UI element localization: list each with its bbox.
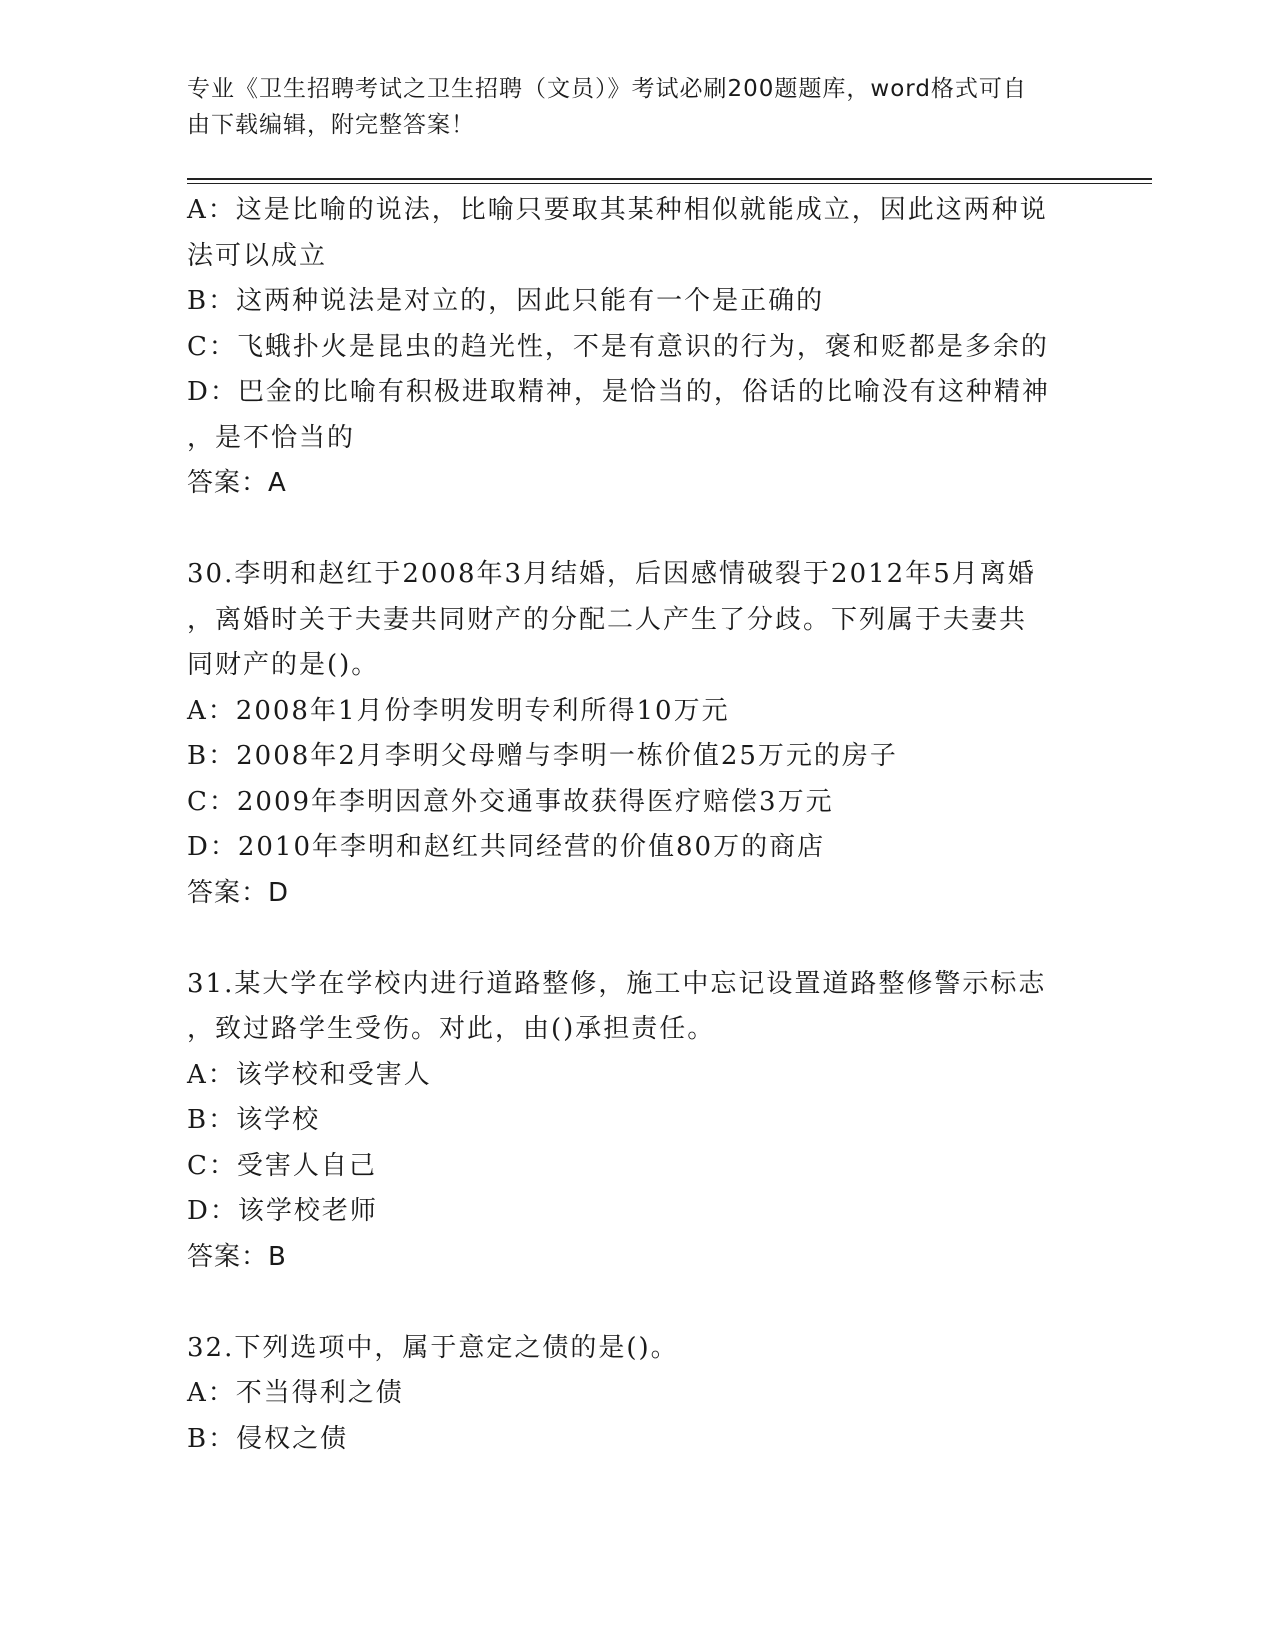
answer: 答案：A	[187, 468, 287, 498]
option-b: B：2008年2月李明父母赠与李明一栋价值25万元的房子	[187, 741, 898, 771]
question-content	[187, 188, 1087, 1462]
option-c: C：2009年李明因意外交通事故获得医疗赔偿3万元	[187, 786, 834, 817]
question-stem-line-2: ，离婚时关于夫妻共同财产的分配二人产生了分歧。下列属于夫妻共	[187, 604, 1028, 635]
option-c: C：受害人自己	[187, 1150, 377, 1181]
question-32	[187, 1326, 1087, 1463]
document-header	[187, 71, 1067, 143]
answer: 答案：D	[187, 877, 290, 908]
question-31	[187, 962, 1087, 1281]
option-d: D：2010年李明和赵红共同经营的价值80万的商店	[187, 832, 826, 862]
header-rule-thick	[187, 178, 1152, 180]
spacer	[187, 507, 1087, 553]
option-c: C：飞蛾扑火是昆虫的趋光性，不是有意识的行为，褒和贬都是多余的	[187, 331, 1049, 362]
option-b: B：这两种说法是对立的，因此只能有一个是正确的	[187, 286, 825, 316]
question-stem-line-1: 31.某大学在学校内进行道路整修，施工中忘记设置道路整修警示标志	[187, 968, 1047, 999]
question-30	[187, 552, 1087, 916]
option-a: A：不当得利之债	[187, 1378, 404, 1408]
option-b: B：侵权之债	[187, 1423, 349, 1454]
question-stem-line-3: 同财产的是()。	[187, 650, 380, 680]
header-rule-thin	[187, 183, 1152, 184]
option-a-line-2: 法可以成立	[187, 240, 328, 271]
question-stem-line-2: ，致过路学生受伤。对此，由()承担责任。	[187, 1014, 716, 1044]
option-a: A：该学校和受害人	[187, 1059, 432, 1090]
option-d-line-2: ，是不恰当的	[187, 422, 356, 453]
option-a: A：2008年1月份李明发明专利所得10万元	[187, 695, 730, 726]
spacer	[187, 916, 1087, 962]
question-29	[187, 188, 1087, 507]
header-title-line-2: 由下载编辑，附完整答案！	[187, 112, 475, 138]
option-b: B：该学校	[187, 1105, 321, 1135]
question-stem-line-1: 30.李明和赵红于2008年3月结婚，后因感情破裂于2012年5月离婚	[187, 559, 1036, 589]
option-a-line-1: A：这是比喻的说法，比喻只要取其某种相似就能成立，因此这两种说	[187, 195, 1048, 225]
option-d-line-1: D：巴金的比喻有积极进取精神，是恰当的，俗话的比喻没有这种精神	[187, 377, 1050, 407]
answer: 答案：B	[187, 1241, 287, 1272]
option-d: D：该学校老师	[187, 1196, 378, 1226]
spacer	[187, 1280, 1087, 1326]
header-title-line-1: 专业《卫生招聘考试之卫生招聘（文员）》考试必刷200题题库，word格式可自	[187, 76, 1027, 102]
question-stem-line-1: 32.下列选项中，属于意定之债的是()。	[187, 1332, 679, 1363]
